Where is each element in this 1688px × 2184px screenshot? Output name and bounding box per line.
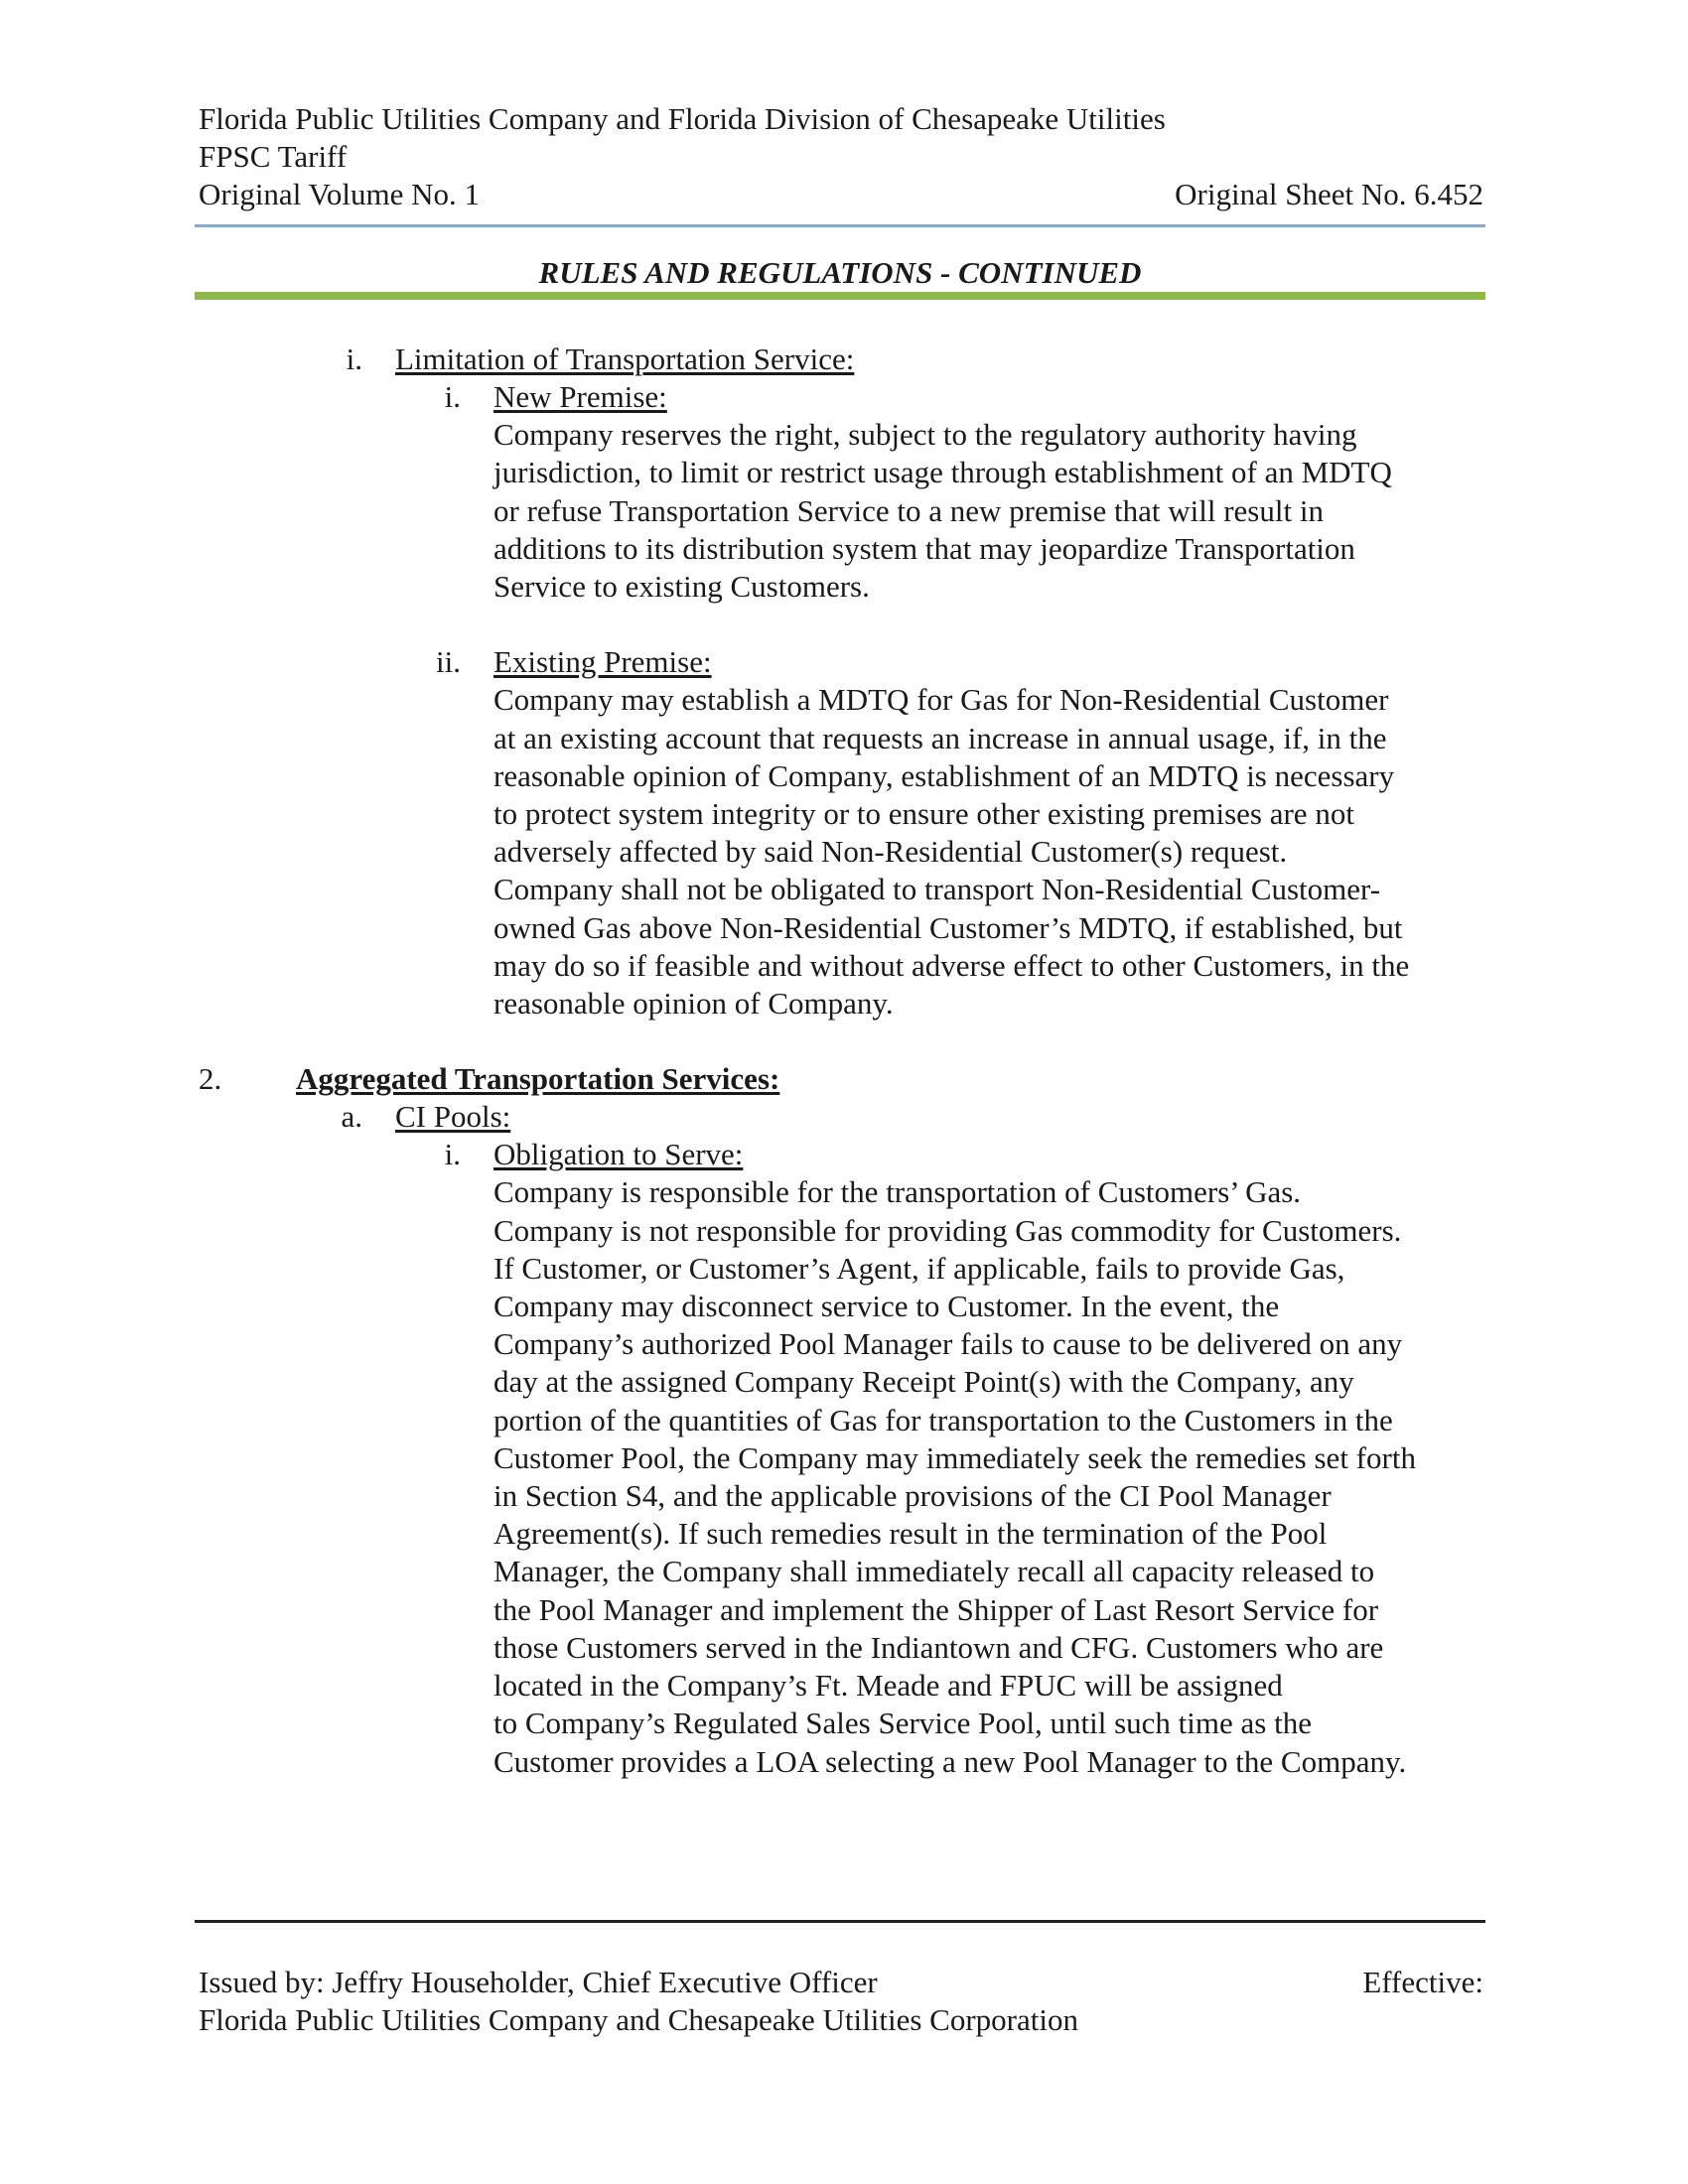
header-tariff: FPSC Tariff [199,139,348,174]
limitation-heading: Limitation of Transportation Service: [395,341,855,376]
footer-effective: Effective: [1362,1965,1483,1999]
document-body [0,341,1688,1781]
limitation-marker: i. [346,341,362,376]
aggregated-marker: 2. [199,1061,222,1097]
page-footer [199,1964,1483,2039]
new-premise-heading: New Premise: [493,379,667,414]
limitation-section [0,341,1688,378]
obligation-marker: i. [444,1137,461,1172]
footer-corporation: Florida Public Utilities Company and Chesapeake Utilities Corporation [199,2002,1078,2037]
obligation-text: Company is responsible for the transportation of Customers’ Gas. Company is not responsible for providing Gas commodity for Customers. If Customer, or Customer’s Agent, if applicable, fails to provide Gas, Company may disconnect service to Customer. In the event, the Company’s authorized Pool Manager fails to cause to be delivered on any day at the assigned Company Receipt Point(s) with the Company, any portion of the quantities of Gas for transportation to the Customers in the Customer Pool, the Company may immediately seek the remedies set forth in Section S4, and the applicable provisions of the CI Pool Manager Agreement(s). If such remedies result in the termination of the Pool Manager, the Company shall immediately recall all capacity released to the Pool Manager and implement the Shipper of Last Resort Service for those Customers served in the Indiantown and CFG. Customers who are located in the Company’s Ft. Meade and FPUC will be assigned to Company’s Regulated Sales Service Pool, until such time as the Customer provides a LOA selecting a new Pool Manager to the Company. [493,1174,1416,1779]
aggregated-heading: Aggregated Transportation Services: [296,1061,780,1097]
section-title-divider [195,292,1485,300]
existing-premise-item [0,643,1688,1023]
section-title: RULES AND REGULATIONS - CONTINUED [538,255,1142,290]
header-divider [195,224,1485,227]
existing-premise-heading: Existing Premise: [493,644,712,680]
existing-premise-marker: ii. [436,644,461,680]
footer-divider [195,1920,1485,1923]
ci-pools-item [0,1098,1688,1136]
header-volume: Original Volume No. 1 [199,177,481,211]
obligation-item [0,1136,1688,1780]
footer-issued-by: Issued by: Jeffry Householder, Chief Executive Officer [199,1965,878,1999]
existing-premise-text: Company may establish a MDTQ for Gas for Non-Residential Customer at an existing account that requests an increase in annual usage, if, in the reasonable opinion of Company, establishment of an MDTQ is necessary to protect system integrity or to ensure other existing premises are not adversely affected by said Non-Residential Customer(s) request. Company shall not be obligated to transport Non-Residential Customer- owned Gas above Non-Residential Customer’s MDTQ, if established, but may do so if feasible and without adverse effect to other Customers, in the reasonable opinion of Company. [493,682,1410,1022]
header-sheet-number: Original Sheet No. 6.452 [1175,177,1483,211]
new-premise-text: Company reserves the right, subject to the regulatory authority having jurisdiction, to limit or restrict usage through establishment of an MDTQ or refuse Transportation Service to a new premise that will result in additions to its distribution system that may jeopardize Transportation Service to existing Customers. [493,417,1392,605]
header-company: Florida Public Utilities Company and Florida Division of Chesapeake Utilities [199,101,1166,136]
ci-pools-marker: a. [341,1099,362,1135]
new-premise-item [0,378,1688,606]
aggregated-section [0,1060,1688,1098]
footer-issued-row [199,1964,1483,2001]
new-premise-marker: i. [444,379,461,414]
page-header [199,100,1483,213]
obligation-heading: Obligation to Serve: [493,1137,744,1172]
header-volume-row [199,176,1483,213]
ci-pools-heading: CI Pools: [395,1099,511,1135]
